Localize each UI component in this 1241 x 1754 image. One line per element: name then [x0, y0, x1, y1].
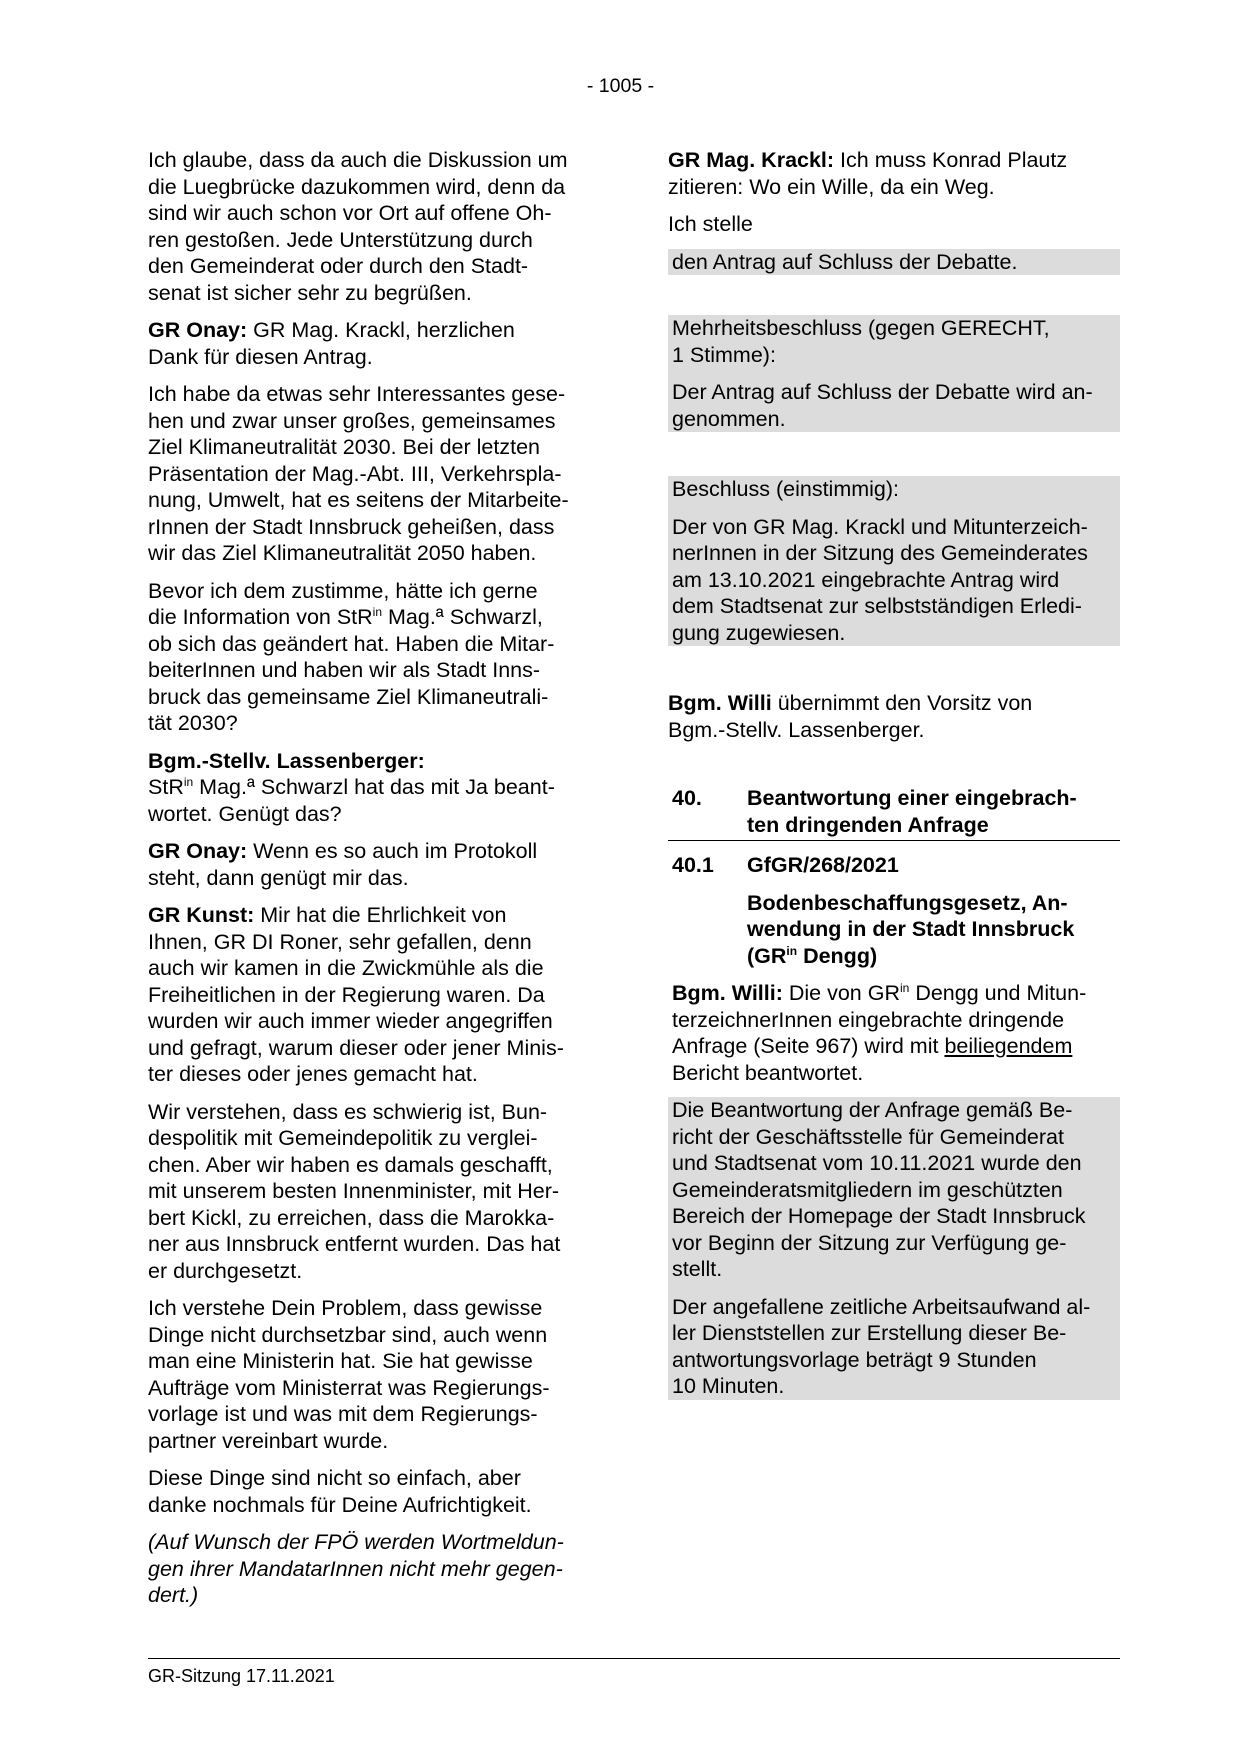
right-column — [668, 147, 1120, 1400]
paragraph-onay-thanks: GR Onay: GR Mag. Krackl, herzlichen Dank für diesen Antrag. — [148, 318, 515, 369]
paragraph-onay-protokoll: GR Onay: Wenn es so auch im Protokoll steht, dann genügt mir das. — [148, 839, 538, 890]
left-column — [148, 147, 602, 1620]
footer-divider — [148, 1658, 1120, 1659]
speaker-name: Bgm. Willi: — [672, 981, 783, 1005]
speaker-name: GR Onay: — [148, 839, 248, 863]
section-number: 40. — [672, 786, 702, 810]
case-code: GfGR/268/2021 — [747, 853, 899, 877]
page-number: - 1005 - — [586, 75, 655, 97]
speaker-name: GR Onay: — [148, 318, 248, 342]
section-heading-40-1: 40.1 GfGR/268/2021 Bodenbeschaffungsgesetz, An- wendung in der Stadt Innsbruck ($GR^{in}$ Dengg) — [672, 853, 1075, 968]
speaker-name: Bgm.-Stellv. Lassenberger: — [148, 748, 425, 773]
speaker-name: Bgm. Willi — [668, 691, 772, 715]
paragraph-klimaneutralitaet: Ich habe da etwas sehr Interessantes gese- hen und zwar unser großes, gemeinsames Ziel Klimaneutralität 2030. Bei der letzten Präsentation der Mag.-Abt. III, Verkehrspla- nung, Umwelt, hat es seitens der Mitarbeite- rInnen der Stadt Innsbruck geheißen, dass wir das Ziel Klimaneutralität 2050 haben. — [148, 382, 569, 565]
motion-line: den Antrag auf Schluss der Debatte. — [668, 249, 1120, 276]
section-number: 40.1 — [672, 853, 714, 877]
section-heading-40: 40. Beantwortung einer eingebrach- ten dringenden Anfrage — [672, 786, 1077, 837]
paragraph-bundespolitik: Wir verstehen, dass es schwierig ist, Bun- despolitik mit Gemeindepolitik zu verglei- chen. Aber wir haben es damals geschafft, mit unserem besten Innenminister, mit Her- bert Kickl, zu erreichen, dass die Marokka- ner aus Innsbruck entfernt wurden. Das hat er durchgesetzt. — [148, 1099, 561, 1283]
paragraph-luegbruecke: Ich glaube, dass da auch die Diskussion um die Luegbrücke dazukommen wird, denn da sind wir auch schon vor Ort auf offene Oh- ren gestoßen. Jede Unterstützung durch den Gemeinderat oder durch den Stadt- senat ist sicher sehr zu begrüßen. — [148, 148, 568, 305]
speaker-name: GR Kunst: — [148, 903, 255, 927]
paragraph-fpo-note: (Auf Wunsch der FPÖ werden Wortmeldun- gen ihrer MandatarInnen nicht mehr gegen- dert.) — [148, 1530, 564, 1607]
paragraph-aufrichtigkeit: Diese Dinge sind nicht so einfach, aber danke nochmals für Deine Aufrichtigkeit. — [148, 1466, 532, 1517]
paragraph-lassenberger: Bgm.-Stellv. Lassenberger: StR$^{in}$ Mag.ª Schwarzl hat das mit Ja beant- wortet. Genügt das? — [148, 748, 602, 828]
paragraph-question: Bevor ich dem zustimme, hätte ich gerne die Information von StR$^{in}$ Mag.ª Schwarzl, ob sich das geändert hat. Haben die Mitar- beiterInnen und haben wir als Stadt Inns- bruck das gemeinsame Ziel Klimaneutrali- tät 2030? — [148, 578, 555, 735]
paragraph-willi-anfrage: Bgm. Willi: Die von $GR^{in}$ Dengg und Mitun- terzeichnerInnen eingebrachte dringende Anfrage (Seite 967) wird mit beiliegendem Bericht beantwortet. — [672, 981, 1087, 1085]
paragraph-willi-vorsitz: Bgm. Willi übernimmt den Vorsitz von Bgm.-Stellv. Lassenberger. — [668, 691, 1033, 742]
footer-text: GR-Sitzung 17.11.2021 — [148, 1666, 335, 1686]
decision-box-majority: Mehrheitsbeschluss (gegen GERECHT, 1 Stimme): Der Antrag auf Schluss der Debatte wird an- genommen. — [668, 315, 1120, 432]
attachment-link[interactable]: beiliegendem — [944, 1034, 1073, 1058]
paragraph-problem: Ich verstehe Dein Problem, dass gewisse Dinge nicht durchsetzbar sind, auch wenn man eine Ministerin hat. Sie hat gewisse Aufträge vom Ministerrat was Regierungs- vorlage ist und was mit dem Regierungs- partner vereinbart wurde. — [148, 1296, 550, 1453]
section-divider — [668, 840, 1120, 841]
paragraph-kunst: GR Kunst: Mir hat die Ehrlichkeit von Ihnen, GR DI Roner, sehr gefallen, denn auch wir kamen in die Zwickmühle als die Freiheitlichen in der Regierung waren. Da wurden wir auch immer wieder angegriffen und gefragt, warum dieser oder jener Minis- ter dieses oder jenes gemacht hat. — [148, 903, 564, 1086]
paragraph-krackl: GR Mag. Krackl: Ich muss Konrad Plautz zitieren: Wo ein Wille, da ein Weg. — [668, 148, 1068, 199]
decision-box-unanimous: Beschluss (einstimmig): Der von GR Mag. Krackl und Mitunterzeich- nerInnen in der Sitzung des Gemeinderates am 13.10.2021 eingebrachte Antrag wird dem Stadtsenat zur selbstständigen Erledi- gung zugewiesen. — [668, 476, 1120, 646]
paragraph-ich-stelle: Ich stelle — [668, 212, 753, 236]
answer-box: Die Beantwortung der Anfrage gemäß Be- richt der Geschäftsstelle für Gemeinderat und Stadtsenat vom 10.11.2021 wurde den Gemeinderatsmitgliedern im geschützten Bereich der Homepage der Stadt Innsbruck vor Beginn der Sitzung zur Verfügung ge- stellt. Der angefallene zeitliche Arbeitsaufwand al- ler Dienststellen zur Erstellung dieser Be- antwortungsvorlage beträgt 9 Stunden 10 Minuten. — [668, 1097, 1120, 1400]
speaker-name: GR Mag. Krackl: — [668, 148, 835, 172]
